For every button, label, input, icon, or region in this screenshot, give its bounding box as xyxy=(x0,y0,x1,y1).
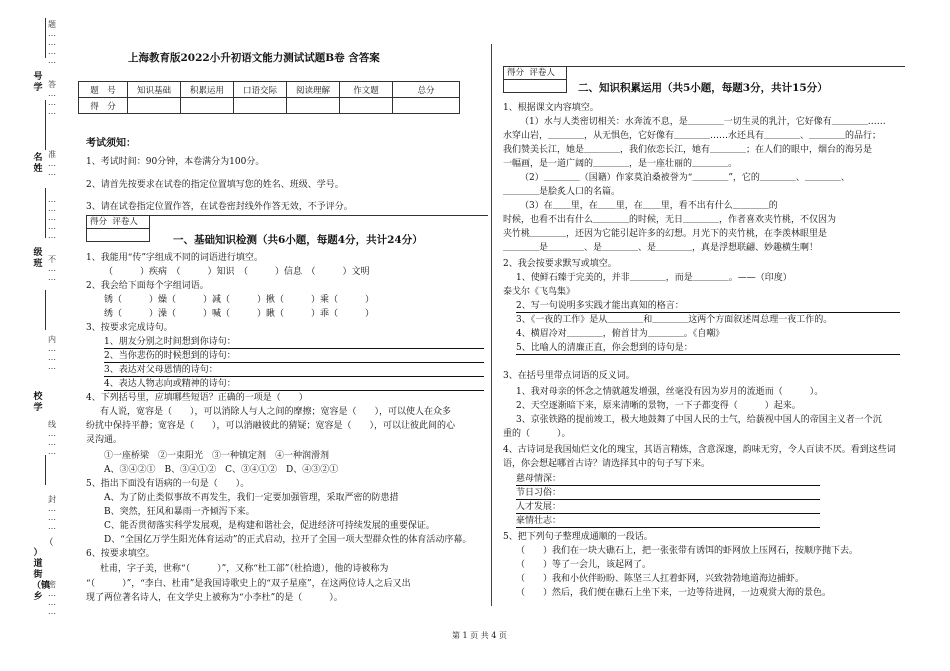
binding-dots: … … … … … xyxy=(48,195,56,240)
score-cell[interactable] xyxy=(393,98,460,114)
score-label: 得分 xyxy=(507,68,525,78)
question-line: 3、《一夜的工作》是从＿＿＿＿和＿＿＿＿这两个方面叙述周总理一夜工作的。 xyxy=(516,315,833,325)
score-table-header: 作文题 xyxy=(340,82,393,98)
question-line: 2、写一句说明多实践才能出真知的格言： xyxy=(516,300,900,313)
binding-bracket-open: （ xyxy=(44,538,54,548)
question-line: 3、按要求完成诗句。 xyxy=(86,323,173,333)
score-cell[interactable] xyxy=(181,98,234,114)
score-cell[interactable] xyxy=(128,98,181,114)
question-line: ①一座桥梁 ②一束阳光 ③一种镇定剂 ④一种润滑剂 xyxy=(104,451,330,461)
question-line: 3、京张铁路的提前竣工，极大地鼓舞了中国人民的士气，给藐视中国人的帝国主义者一个沉 xyxy=(516,415,882,425)
scorer-box-labels xyxy=(504,67,566,79)
question-line: 泰戈尔《飞鸟集》 xyxy=(503,287,576,297)
binding-line xyxy=(45,188,46,238)
question-line: 夹竹桃＿＿＿＿，还因为它能引起许多的幻想。月光下的夹竹桃，在李羡林眼里是 xyxy=(503,229,828,239)
binding-label-name: 名姓 xyxy=(33,153,43,174)
question-line: 水穿山岩，＿＿＿＿，从无惧色，它好像有＿＿＿＿……水还具有＿＿＿＿、＿＿＿＿的品行； xyxy=(503,131,882,141)
question-line: 2、天空逐渐暗下来，原来清晰的景物，一下子都变得（ ）起来。 xyxy=(516,401,801,411)
notes-title: 考试须知： xyxy=(86,138,136,149)
binding-label-student-id: 号学 xyxy=(33,72,43,93)
question-line: 锈（ ）燥（ ）减（ ）揪（ ）乘（ ） xyxy=(104,295,375,305)
binding-label-class: 级班 xyxy=(33,248,43,269)
page-footer: 第 1 页 共 4 页 xyxy=(452,631,507,640)
question-line: A、为了防止类似事故不再发生，我们一定要加强管理，采取严密的防患措 xyxy=(104,493,399,503)
question-line: 1、使鲜石臻于完美的，并非＿＿＿＿，而是＿＿＿＿。——（印度） xyxy=(516,273,792,283)
scorer-box-blank[interactable] xyxy=(87,228,149,241)
question-line: 我们赞美长江，她是＿＿＿＿，我们依恋长江，她有＿＿＿＿；在人们的眼中，烟台的海另是 xyxy=(503,145,873,155)
question-line: （ ）然后，我们便在礁石上坐下来，一边等待进网，一边观赏大海的景色。 xyxy=(516,588,832,598)
binding-line xyxy=(45,18,46,58)
question-line: 灵沟通。 xyxy=(86,435,123,445)
binding-dots: 封 … … … xyxy=(48,495,56,531)
notes-item: 3、请在试卷指定位置作答，在试卷密封线外作答无效，不予评分。 xyxy=(86,202,353,212)
question-line: 2、我会按要求默写或填空。 xyxy=(503,259,617,269)
question-line: 语，你会想起哪首古诗？请选择其中的句子写下来。 xyxy=(503,459,711,469)
binding-dots: 不 … … xyxy=(48,255,56,282)
page-title: 上海教育版2022小升初语文能力测试试题B卷 含答案 xyxy=(128,52,380,64)
question-line: 重的（ ）。 xyxy=(503,429,571,439)
scorer-box xyxy=(503,66,567,93)
question-line: 2、当你悲伤的时候想到的诗句： xyxy=(104,350,484,363)
question-line: 一幅画，是一道广阔的＿＿＿＿，是一座壮丽的＿＿＿＿。 xyxy=(503,159,738,169)
question-line: 纷扰中保持平静；宽容是（ ），可以消融彼此的猜疑；宽容是（ ），可以让彼此间的心 xyxy=(86,421,456,431)
scorer-box-labels xyxy=(87,216,149,228)
question-line: 2、我会给下面每个字组词语。 xyxy=(86,281,209,291)
score-table-header: 题 号 xyxy=(79,82,128,98)
binding-line xyxy=(45,290,46,330)
score-cell[interactable] xyxy=(287,98,340,114)
question-line: D、“全国亿万学生阳光体育运动”的正式启动，拉开了全国一项大型群众性的体育活动序幕。 xyxy=(104,535,472,545)
score-cell[interactable] xyxy=(340,98,393,114)
reviewer-label: 评卷人 xyxy=(529,68,555,78)
question-line: 5、比喻人的清廉正直，你会想到的诗句是： xyxy=(516,342,900,355)
question-line: 5、指出下面没有语病的一句是（ ）。 xyxy=(86,479,250,489)
score-table-header: 积累运用 xyxy=(181,82,234,98)
section1-heading: 一、基础知识检测（共6小题，每题4分，共计24分） xyxy=(173,234,423,246)
score-table-row-label: 得 分 xyxy=(79,98,128,114)
binding-dots: 内 … … … xyxy=(48,335,56,371)
question-line: 3、在括号里带点词语的反义词。 xyxy=(503,371,635,381)
score-cell[interactable] xyxy=(234,98,287,114)
section-rule xyxy=(565,66,905,67)
scorer-box-blank[interactable] xyxy=(504,79,566,92)
section2-heading: 二、知识积累运用（共5小题，每题3分，共计15分） xyxy=(578,82,828,94)
question-line: 3、表达对父母恩情的诗句： xyxy=(104,364,484,377)
question-line: ＿＿＿＿是＿＿＿＿、是＿＿＿＿、是＿＿＿＿，真是浮想联翩、妙趣横生啊！ xyxy=(503,243,819,253)
question-line: （2）＿＿＿＿（国籍）作家莫泊桑被誉为“＿＿＿＿”，它的＿＿＿＿、＿＿＿＿、 xyxy=(520,173,850,183)
question-line: 节日习俗： xyxy=(516,487,820,500)
binding-dots: 线 … … … xyxy=(48,420,56,456)
binding-line xyxy=(45,455,46,485)
question-line: 1、根据课文内容填空。 xyxy=(503,103,599,113)
question-line: 4、表达人物志向或精神的诗句： xyxy=(104,378,484,391)
question-line: 1、我对母亲的怀念之情就越发增强，丝毫没有因为岁月的流逝而（ ）。 xyxy=(516,387,824,397)
question-line: B、突然，狂风和暴雨一齐倾泻下来。 xyxy=(104,507,255,517)
question-line: 现了两位著名诗人，在文学史上被称为“小李杜”的是（ ）。 xyxy=(86,593,343,603)
column-divider xyxy=(491,44,492,606)
question-line: （ ）我们在一块大礁石上，把一张张带有诱饵的虾网放上压网石，按顺序抛下去。 xyxy=(516,546,859,556)
question-line: 慈母情深： xyxy=(516,473,820,486)
score-table-header: 总分 xyxy=(393,82,460,98)
question-line: 1、我能用“传”字组成不同的词语进行填空。 xyxy=(86,253,263,263)
binding-dots: 密 … … … xyxy=(48,580,56,616)
question-line: 绣（ ）澡（ ）喊（ ）瞅（ ）乖（ ） xyxy=(104,309,375,319)
question-line: C、能否贯彻落实科学发展观，是构建和谐社会，促进经济可持续发展的重要保证。 xyxy=(104,521,435,531)
question-line: 1、朋友分别之时间想到你诗句： xyxy=(104,336,484,349)
question-line: ＿＿＿＿是脍炙人口的名篇。 xyxy=(503,187,621,197)
question-line: 4、古诗词是我国灿烂文化的瑰宝，其语言精炼，含意深邃，韵味无穷，令人百读不厌。看到这些词 xyxy=(503,445,896,455)
question-line: 时候，也看不出有什么＿＿＿＿的时候，无日＿＿＿＿，作者喜欢夹竹桃，不仅因为 xyxy=(503,215,837,225)
question-line: 人才发展： xyxy=(516,501,820,514)
question-line: 豪情壮志： xyxy=(516,515,820,528)
question-line: A、③④②① B、③④①② C、③④①② D、④③②① xyxy=(104,465,339,475)
binding-dots: 题 … … … … xyxy=(48,20,56,65)
binding-label-town: ）道街（镇乡 xyxy=(32,548,51,602)
question-line: （1）水与人类密切相关：水奔流不息，是＿＿＿＿一切生灵的乳汁，它好像有＿＿＿＿…… xyxy=(520,117,886,127)
question-line: （ ）疾病 （ ）知识 （ ）信息 （ ）文明 xyxy=(104,267,370,277)
score-table-header: 阅读理解 xyxy=(287,82,340,98)
question-line: 6、按要求填空。 xyxy=(86,549,155,559)
binding-dots: 准 … … xyxy=(48,150,56,177)
question-line: 有人说，宽容是（ ），可以消除人与人之间的摩擦；宽容是（ ），可以使人在众多 xyxy=(100,407,452,417)
score-table-header: 口语交际 xyxy=(234,82,287,98)
binding-line xyxy=(45,100,46,150)
binding-dots: 答 … … … xyxy=(48,80,56,116)
question-line: “（ ）”，“李白、杜甫”是我国诗歌史上的“双子星座”，在这两位诗人之后又出 xyxy=(86,579,411,589)
binding-label-school: 校学 xyxy=(33,392,43,413)
question-line: 5、把下列句子整理成通顺的一段话。 xyxy=(503,532,653,542)
question-line: （ ）我和小伙伴盼盼、陈坚三人扛着虾网，兴致勃勃地道海边捕虾。 xyxy=(516,574,805,584)
score-table xyxy=(78,81,460,114)
notes-item: 1、考试时间：90分钟，本卷满分为100分。 xyxy=(86,157,265,167)
question-line: （3）在＿＿里，在＿＿里，在＿＿里，看不出有什么＿＿＿＿的 xyxy=(520,201,778,211)
question-line: 4、下列括号里，应填哪些短语？正确的一项是（ ） xyxy=(86,393,308,403)
scorer-box xyxy=(86,215,150,242)
notes-item: 2、请首先按要求在试卷的指定位置填写您的姓名、班级、学号。 xyxy=(86,180,344,190)
score-label: 得分 xyxy=(90,217,108,227)
score-table-header: 知识基础 xyxy=(128,82,181,98)
question-line: 4、横眉冷对＿＿＿＿，俯首甘为＿＿＿＿。《自嘲》 xyxy=(516,329,725,339)
question-line: 杜甫，字子美，世称“（ ）”，又称“杜工部”（杜拾遗），他的诗被称为 xyxy=(100,564,389,574)
question-line: （ ）等了一会儿，该起网了。 xyxy=(516,560,652,570)
reviewer-label: 评卷人 xyxy=(112,217,138,227)
section-rule xyxy=(148,215,488,216)
